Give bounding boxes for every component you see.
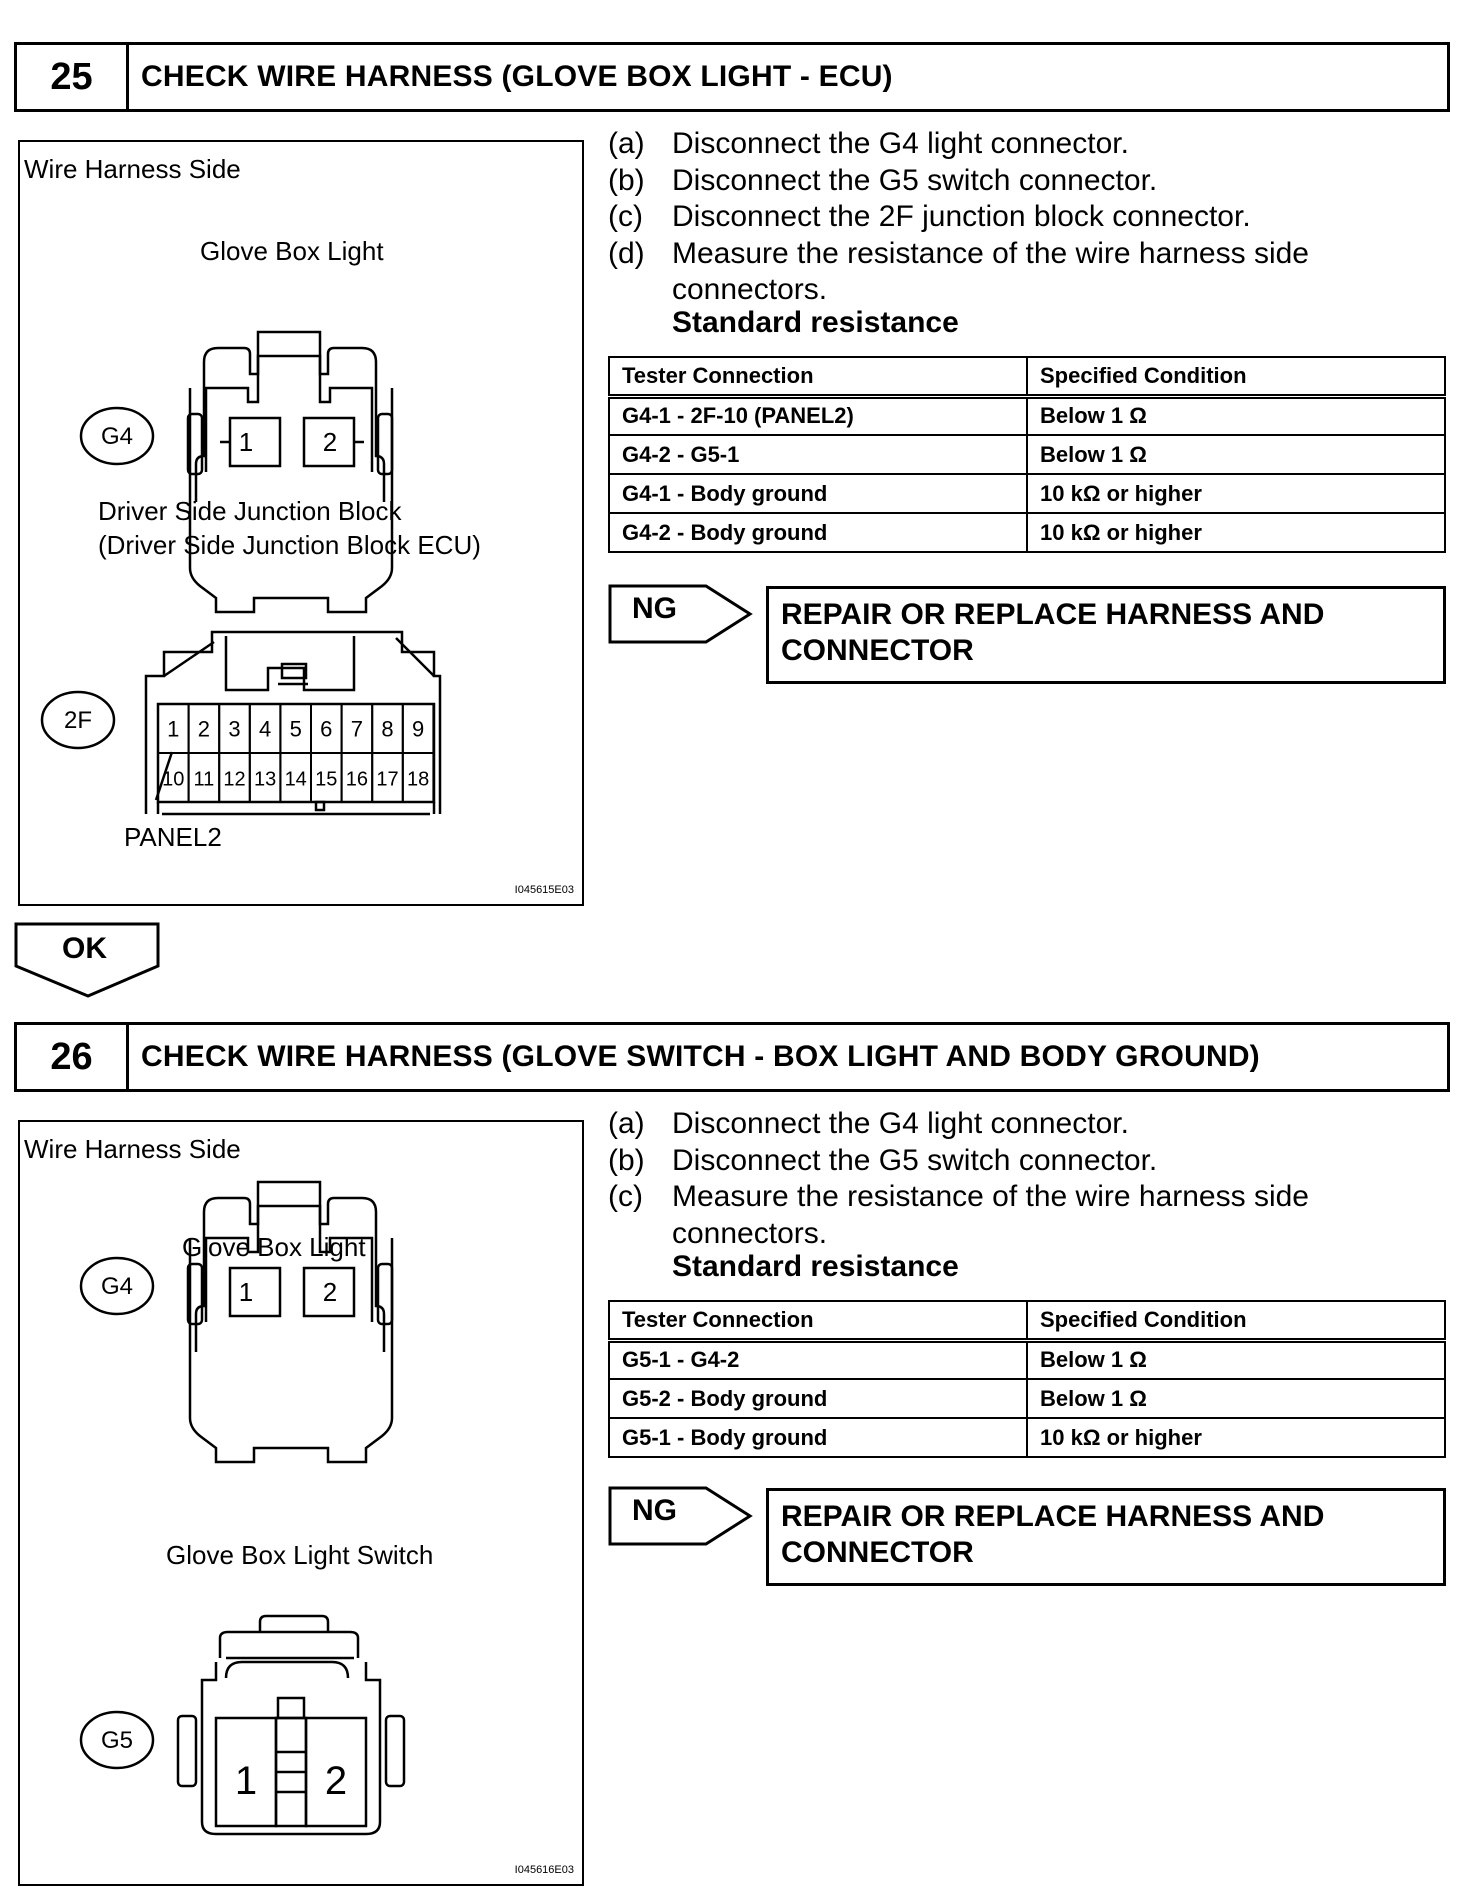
g4-connector [81,1182,392,1462]
standard-resistance-label: Standard resistance [672,1250,959,1283]
pin-label: 11 [193,768,215,791]
ng-arrow-icon [608,584,754,644]
g4-id: G4 [100,1273,134,1300]
pin-label: 1 [167,716,180,742]
g5-id: G5 [100,1727,134,1754]
step-26-instructions [608,1106,1448,1252]
instruction-a: (a) Disconnect the G4 light connector. [608,127,1129,160]
g5-pin-2: 2 [324,1759,348,1803]
instruction-d: (d) Measure the resistance of the wire harness side connectors. [608,236,1309,306]
spec-table-26 [608,1300,1446,1458]
table-row: G4-1 - Body ground 10 kΩ or higher [609,474,1445,513]
pin-label: 16 [345,768,369,791]
ng-arrow-icon [608,1486,754,1546]
ng-label: NG [632,592,677,625]
pin-label: 13 [253,768,277,791]
standard-resistance-label: Standard resistance [672,306,959,339]
pin-label: 10 [162,768,185,791]
instruction-b: (b) Disconnect the G5 switch connector. [608,163,1158,197]
instruction-a: (a) Disconnect the G4 light connector. [608,1107,1129,1140]
ng-action-box-26: REPAIR OR REPLACE HARNESS AND CONNECTOR [766,1488,1446,1586]
step-25-instructions [608,126,1448,309]
pin-label: 3 [228,716,241,742]
pin-label: 6 [320,716,333,742]
column-header: Specified Condition [1027,357,1445,396]
step-25-header [14,42,1450,112]
step-number: 26 [17,1025,129,1089]
pin-label: 18 [406,768,430,791]
step-title: CHECK WIRE HARNESS (GLOVE SWITCH - BOX LIGHT AND BODY GROUND) [141,1040,1260,1073]
g4-pin-1: 1 [238,427,254,457]
glove-box-light-label: Glove Box Light [200,236,384,266]
ok-arrow [14,922,160,998]
table-row: G4-2 - G5-1 Below 1 Ω [609,435,1445,474]
2f-pin-grid [158,704,433,802]
pin-label: 12 [223,768,246,791]
pin-label: 9 [411,716,425,742]
table-row: G5-2 - Body ground Below 1 Ω [609,1379,1445,1418]
ng-arrow-26 [608,1486,754,1546]
g4-connector [81,332,392,612]
step-26-header [14,1022,1450,1092]
table-row: G4-2 - Body ground 10 kΩ or higher [609,513,1445,552]
ng-action-box-25: REPAIR OR REPLACE HARNESS AND CONNECTOR [766,586,1446,684]
table-row: G5-1 - G4-2 Below 1 Ω [609,1340,1445,1379]
g5-pin-1: 1 [234,1759,258,1803]
junction-block-label: Driver Side Junction Block [98,496,402,526]
pin-label: 8 [381,716,394,742]
pin-label: 7 [350,716,364,742]
spec-table-25 [608,356,1446,553]
pin-label: 4 [258,716,272,742]
junction-block-ecu-label: (Driver Side Junction Block ECU) [98,530,481,560]
step-number: 25 [17,45,129,109]
pin-label: 17 [376,768,399,791]
column-header: Specified Condition [1027,1301,1445,1340]
figure-code: I045615E03 [514,884,574,896]
g4-id: G4 [100,423,134,450]
table-row: G5-1 - Body ground 10 kΩ or higher [609,1418,1445,1457]
ok-label: OK [62,932,107,965]
pin-label: 5 [289,716,302,742]
panel2-label: PANEL2 [124,822,222,852]
g4-pin-1: 1 [238,1277,254,1307]
2f-id: 2F [63,707,93,734]
pin-label: 14 [284,768,307,791]
instruction-c: (c) Measure the resistance of the wire harness side connectors. [608,1180,1309,1250]
column-header: Tester Connection [609,1301,1027,1340]
figure-code: I045616E03 [514,1864,574,1876]
wire-harness-side-label: Wire Harness Side [24,1134,241,1164]
column-header: Tester Connection [609,357,1027,396]
g4-pin-2: 2 [322,427,338,457]
step-title: CHECK WIRE HARNESS (GLOVE BOX LIGHT - ECU) [141,60,893,93]
glove-box-light-switch-label: Glove Box Light Switch [166,1540,434,1570]
table-row: G4-1 - 2F-10 (PANEL2) Below 1 Ω [609,396,1445,435]
wire-harness-side-label: Wire Harness Side [24,154,241,184]
step-26-figure [18,1120,584,1886]
glove-box-light-label: Glove Box Light [182,1232,366,1262]
instruction-c: (c) Disconnect the 2F junction block connector. [608,200,1251,233]
table-header-row [609,357,1445,396]
ng-arrow-25 [608,584,754,644]
pin-label: 15 [315,768,338,791]
table-header-row [609,1301,1445,1340]
g4-pin-2: 2 [322,1277,338,1307]
ng-label: NG [632,1494,677,1527]
step-25-figure [18,140,584,906]
pin-label: 2 [197,716,211,742]
instruction-b: (b) Disconnect the G5 switch connector. [608,1143,1158,1177]
